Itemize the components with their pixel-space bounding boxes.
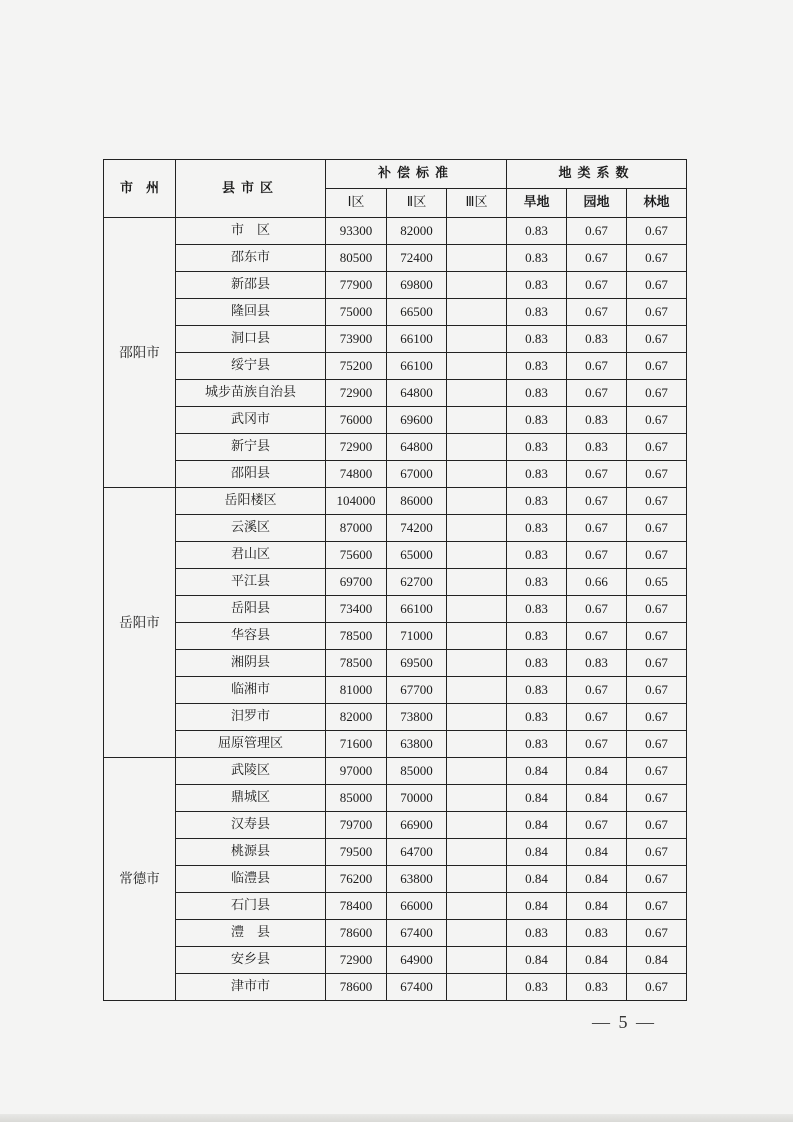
zone1-cell: 71600 <box>326 731 387 758</box>
dry-coef-cell: 0.83 <box>507 380 567 407</box>
zone2-cell: 67000 <box>387 461 447 488</box>
county-cell: 岳阳县 <box>176 596 326 623</box>
zone3-cell <box>447 785 507 812</box>
county-cell: 隆回县 <box>176 299 326 326</box>
table-row <box>104 596 687 623</box>
table-row <box>104 650 687 677</box>
dry-coef-cell: 0.83 <box>507 353 567 380</box>
zone2-cell: 67700 <box>387 677 447 704</box>
garden-coef-cell: 0.67 <box>567 704 627 731</box>
header-zone3: Ⅲ区 <box>447 189 507 218</box>
dry-coef-cell: 0.84 <box>507 866 567 893</box>
county-cell: 洞口县 <box>176 326 326 353</box>
dry-coef-cell: 0.83 <box>507 272 567 299</box>
header-county: 县市区 <box>176 160 326 218</box>
zone1-cell: 74800 <box>326 461 387 488</box>
garden-coef-cell: 0.66 <box>567 569 627 596</box>
dry-coef-cell: 0.83 <box>507 515 567 542</box>
forest-coef-cell: 0.67 <box>627 488 687 515</box>
table-row <box>104 920 687 947</box>
dry-coef-cell: 0.84 <box>507 839 567 866</box>
table-row <box>104 515 687 542</box>
zone1-cell: 79700 <box>326 812 387 839</box>
table-row <box>104 272 687 299</box>
zone1-cell: 72900 <box>326 434 387 461</box>
county-cell: 临澧县 <box>176 866 326 893</box>
table-row <box>104 974 687 1001</box>
table-row <box>104 758 687 785</box>
zone3-cell <box>447 731 507 758</box>
page-number: — 5 — <box>592 1012 656 1032</box>
garden-coef-cell: 0.67 <box>567 515 627 542</box>
zone1-cell: 87000 <box>326 515 387 542</box>
zone2-cell: 85000 <box>387 758 447 785</box>
county-cell: 石门县 <box>176 893 326 920</box>
garden-coef-cell: 0.67 <box>567 299 627 326</box>
zone1-cell: 75000 <box>326 299 387 326</box>
zone2-cell: 73800 <box>387 704 447 731</box>
zone1-cell: 75600 <box>326 542 387 569</box>
zone2-cell: 69800 <box>387 272 447 299</box>
zone3-cell <box>447 218 507 245</box>
garden-coef-cell: 0.83 <box>567 920 627 947</box>
dry-coef-cell: 0.83 <box>507 731 567 758</box>
zone2-cell: 67400 <box>387 920 447 947</box>
dry-coef-cell: 0.83 <box>507 218 567 245</box>
zone3-cell <box>447 839 507 866</box>
county-cell: 岳阳楼区 <box>176 488 326 515</box>
table-row <box>104 299 687 326</box>
garden-coef-cell: 0.67 <box>567 677 627 704</box>
header-garden: 园地 <box>567 189 627 218</box>
garden-coef-cell: 0.84 <box>567 785 627 812</box>
garden-coef-cell: 0.67 <box>567 245 627 272</box>
forest-coef-cell: 0.84 <box>627 947 687 974</box>
zone2-cell: 82000 <box>387 218 447 245</box>
zone1-cell: 78600 <box>326 974 387 1001</box>
zone1-cell: 78500 <box>326 623 387 650</box>
forest-coef-cell: 0.67 <box>627 461 687 488</box>
forest-coef-cell: 0.67 <box>627 542 687 569</box>
zone3-cell <box>447 920 507 947</box>
zone3-cell <box>447 434 507 461</box>
zone3-cell <box>447 353 507 380</box>
zone2-cell: 64700 <box>387 839 447 866</box>
zone2-cell: 64900 <box>387 947 447 974</box>
zone2-cell: 62700 <box>387 569 447 596</box>
zone2-cell: 66000 <box>387 893 447 920</box>
zone2-cell: 70000 <box>387 785 447 812</box>
zone3-cell <box>447 947 507 974</box>
garden-coef-cell: 0.67 <box>567 731 627 758</box>
zone2-cell: 64800 <box>387 380 447 407</box>
dry-coef-cell: 0.84 <box>507 947 567 974</box>
zone3-cell <box>447 974 507 1001</box>
table-row <box>104 569 687 596</box>
dry-coef-cell: 0.83 <box>507 434 567 461</box>
zone2-cell: 86000 <box>387 488 447 515</box>
garden-coef-cell: 0.67 <box>567 542 627 569</box>
zone2-cell: 65000 <box>387 542 447 569</box>
forest-coef-cell: 0.67 <box>627 623 687 650</box>
zone2-cell: 67400 <box>387 974 447 1001</box>
table-row <box>104 839 687 866</box>
zone1-cell: 82000 <box>326 704 387 731</box>
garden-coef-cell: 0.67 <box>567 623 627 650</box>
forest-coef-cell: 0.67 <box>627 785 687 812</box>
zone2-cell: 69500 <box>387 650 447 677</box>
table-row <box>104 893 687 920</box>
garden-coef-cell: 0.84 <box>567 893 627 920</box>
forest-coef-cell: 0.67 <box>627 245 687 272</box>
zone1-cell: 73400 <box>326 596 387 623</box>
dry-coef-cell: 0.83 <box>507 569 567 596</box>
forest-coef-cell: 0.67 <box>627 299 687 326</box>
forest-coef-cell: 0.67 <box>627 866 687 893</box>
garden-coef-cell: 0.84 <box>567 866 627 893</box>
table-row <box>104 488 687 515</box>
zone3-cell <box>447 758 507 785</box>
zone1-cell: 76000 <box>326 407 387 434</box>
garden-coef-cell: 0.67 <box>567 218 627 245</box>
county-cell: 武冈市 <box>176 407 326 434</box>
table-row <box>104 461 687 488</box>
garden-coef-cell: 0.84 <box>567 947 627 974</box>
county-cell: 平江县 <box>176 569 326 596</box>
city-cell: 常德市 <box>104 758 176 1001</box>
city-cell: 岳阳市 <box>104 488 176 758</box>
forest-coef-cell: 0.67 <box>627 677 687 704</box>
dry-coef-cell: 0.83 <box>507 623 567 650</box>
zone1-cell: 97000 <box>326 758 387 785</box>
table-row <box>104 866 687 893</box>
county-cell: 华容县 <box>176 623 326 650</box>
zone1-cell: 78400 <box>326 893 387 920</box>
county-cell: 鼎城区 <box>176 785 326 812</box>
zone2-cell: 66500 <box>387 299 447 326</box>
city-cell: 邵阳市 <box>104 218 176 488</box>
garden-coef-cell: 0.83 <box>567 407 627 434</box>
zone1-cell: 81000 <box>326 677 387 704</box>
county-cell: 城步苗族自治县 <box>176 380 326 407</box>
county-cell: 澧 县 <box>176 920 326 947</box>
header-dry: 旱地 <box>507 189 567 218</box>
garden-coef-cell: 0.67 <box>567 461 627 488</box>
forest-coef-cell: 0.65 <box>627 569 687 596</box>
dry-coef-cell: 0.84 <box>507 785 567 812</box>
zone2-cell: 63800 <box>387 866 447 893</box>
table-row <box>104 218 687 245</box>
garden-coef-cell: 0.67 <box>567 353 627 380</box>
zone3-cell <box>447 866 507 893</box>
forest-coef-cell: 0.67 <box>627 434 687 461</box>
table-row <box>104 542 687 569</box>
zone2-cell: 64800 <box>387 434 447 461</box>
zone3-cell <box>447 893 507 920</box>
forest-coef-cell: 0.67 <box>627 515 687 542</box>
zone1-cell: 79500 <box>326 839 387 866</box>
header-city: 市 州 <box>104 160 176 218</box>
forest-coef-cell: 0.67 <box>627 920 687 947</box>
table-row <box>104 947 687 974</box>
garden-coef-cell: 0.67 <box>567 812 627 839</box>
dry-coef-cell: 0.83 <box>507 920 567 947</box>
county-cell: 临湘市 <box>176 677 326 704</box>
zone3-cell <box>447 272 507 299</box>
header-zone2: Ⅱ区 <box>387 189 447 218</box>
county-cell: 桃源县 <box>176 839 326 866</box>
header-coef-group: 地类系数 <box>507 160 687 189</box>
zone3-cell <box>447 623 507 650</box>
dry-coef-cell: 0.84 <box>507 758 567 785</box>
county-cell: 安乡县 <box>176 947 326 974</box>
table-body <box>104 218 687 1001</box>
zone1-cell: 69700 <box>326 569 387 596</box>
dry-coef-cell: 0.84 <box>507 812 567 839</box>
dry-coef-cell: 0.83 <box>507 677 567 704</box>
garden-coef-cell: 0.67 <box>567 596 627 623</box>
zone3-cell <box>447 542 507 569</box>
table-row <box>104 353 687 380</box>
forest-coef-cell: 0.67 <box>627 326 687 353</box>
zone1-cell: 73900 <box>326 326 387 353</box>
county-cell: 邵东市 <box>176 245 326 272</box>
dry-coef-cell: 0.83 <box>507 974 567 1001</box>
garden-coef-cell: 0.83 <box>567 650 627 677</box>
garden-coef-cell: 0.67 <box>567 380 627 407</box>
zone1-cell: 80500 <box>326 245 387 272</box>
forest-coef-cell: 0.67 <box>627 731 687 758</box>
table-row <box>104 785 687 812</box>
forest-coef-cell: 0.67 <box>627 893 687 920</box>
zone3-cell <box>447 407 507 434</box>
dry-coef-cell: 0.83 <box>507 488 567 515</box>
table-row <box>104 677 687 704</box>
compensation-table <box>103 159 687 1001</box>
header-zone1: Ⅰ区 <box>326 189 387 218</box>
forest-coef-cell: 0.67 <box>627 758 687 785</box>
forest-coef-cell: 0.67 <box>627 218 687 245</box>
table-row <box>104 407 687 434</box>
garden-coef-cell: 0.67 <box>567 488 627 515</box>
table-row <box>104 812 687 839</box>
zone2-cell: 69600 <box>387 407 447 434</box>
dry-coef-cell: 0.84 <box>507 893 567 920</box>
forest-coef-cell: 0.67 <box>627 353 687 380</box>
header-forest: 林地 <box>627 189 687 218</box>
county-cell: 云溪区 <box>176 515 326 542</box>
zone2-cell: 63800 <box>387 731 447 758</box>
zone1-cell: 78500 <box>326 650 387 677</box>
zone1-cell: 75200 <box>326 353 387 380</box>
forest-coef-cell: 0.67 <box>627 272 687 299</box>
forest-coef-cell: 0.67 <box>627 704 687 731</box>
dry-coef-cell: 0.83 <box>507 596 567 623</box>
table-row <box>104 704 687 731</box>
zone3-cell <box>447 461 507 488</box>
garden-coef-cell: 0.83 <box>567 434 627 461</box>
zone3-cell <box>447 299 507 326</box>
county-cell: 君山区 <box>176 542 326 569</box>
county-cell: 湘阴县 <box>176 650 326 677</box>
forest-coef-cell: 0.67 <box>627 839 687 866</box>
zone2-cell: 66100 <box>387 596 447 623</box>
zone2-cell: 66900 <box>387 812 447 839</box>
dry-coef-cell: 0.83 <box>507 407 567 434</box>
table-row <box>104 731 687 758</box>
county-cell: 市 区 <box>176 218 326 245</box>
page-edge <box>0 1114 793 1122</box>
zone3-cell <box>447 326 507 353</box>
garden-coef-cell: 0.84 <box>567 839 627 866</box>
table-row <box>104 245 687 272</box>
zone1-cell: 72900 <box>326 380 387 407</box>
dry-coef-cell: 0.83 <box>507 326 567 353</box>
zone3-cell <box>447 488 507 515</box>
county-cell: 武陵区 <box>176 758 326 785</box>
zone1-cell: 77900 <box>326 272 387 299</box>
zone3-cell <box>447 812 507 839</box>
garden-coef-cell: 0.84 <box>567 758 627 785</box>
county-cell: 屈原管理区 <box>176 731 326 758</box>
county-cell: 新宁县 <box>176 434 326 461</box>
dry-coef-cell: 0.83 <box>507 650 567 677</box>
garden-coef-cell: 0.83 <box>567 974 627 1001</box>
zone2-cell: 74200 <box>387 515 447 542</box>
garden-coef-cell: 0.67 <box>567 272 627 299</box>
zone2-cell: 66100 <box>387 326 447 353</box>
forest-coef-cell: 0.67 <box>627 407 687 434</box>
header-standard-group: 补偿标准 <box>326 160 507 189</box>
forest-coef-cell: 0.67 <box>627 596 687 623</box>
zone1-cell: 76200 <box>326 866 387 893</box>
county-cell: 邵阳县 <box>176 461 326 488</box>
county-cell: 汉寿县 <box>176 812 326 839</box>
dry-coef-cell: 0.83 <box>507 299 567 326</box>
zone3-cell <box>447 704 507 731</box>
table-row <box>104 326 687 353</box>
dry-coef-cell: 0.83 <box>507 245 567 272</box>
county-cell: 汨罗市 <box>176 704 326 731</box>
forest-coef-cell: 0.67 <box>627 812 687 839</box>
county-cell: 新邵县 <box>176 272 326 299</box>
forest-coef-cell: 0.67 <box>627 974 687 1001</box>
zone2-cell: 72400 <box>387 245 447 272</box>
zone3-cell <box>447 569 507 596</box>
zone3-cell <box>447 245 507 272</box>
zone3-cell <box>447 677 507 704</box>
county-cell: 津市市 <box>176 974 326 1001</box>
zone3-cell <box>447 650 507 677</box>
zone1-cell: 104000 <box>326 488 387 515</box>
zone2-cell: 71000 <box>387 623 447 650</box>
zone1-cell: 72900 <box>326 947 387 974</box>
table-row <box>104 380 687 407</box>
zone3-cell <box>447 596 507 623</box>
dry-coef-cell: 0.83 <box>507 461 567 488</box>
zone2-cell: 66100 <box>387 353 447 380</box>
table-row <box>104 434 687 461</box>
zone1-cell: 85000 <box>326 785 387 812</box>
forest-coef-cell: 0.67 <box>627 650 687 677</box>
county-cell: 绥宁县 <box>176 353 326 380</box>
zone1-cell: 78600 <box>326 920 387 947</box>
forest-coef-cell: 0.67 <box>627 380 687 407</box>
dry-coef-cell: 0.83 <box>507 704 567 731</box>
table-row <box>104 623 687 650</box>
zone1-cell: 93300 <box>326 218 387 245</box>
dry-coef-cell: 0.83 <box>507 542 567 569</box>
zone3-cell <box>447 380 507 407</box>
garden-coef-cell: 0.83 <box>567 326 627 353</box>
zone3-cell <box>447 515 507 542</box>
